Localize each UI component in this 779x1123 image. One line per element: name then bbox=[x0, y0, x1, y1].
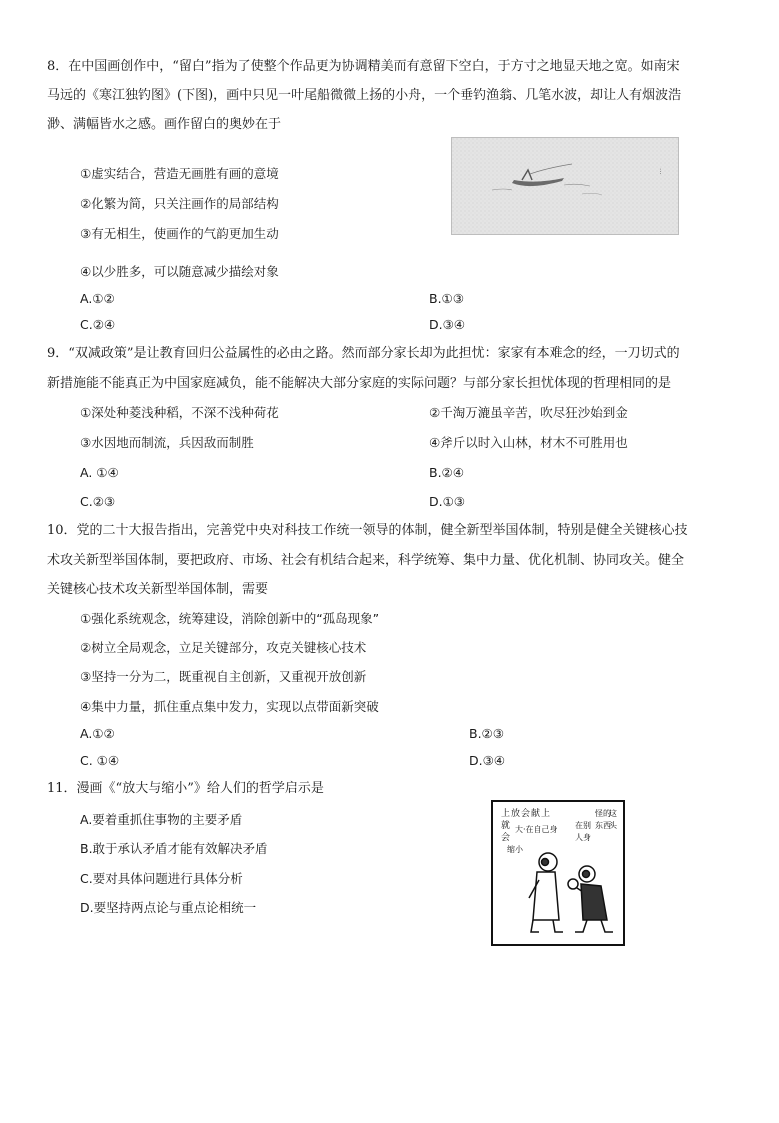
q8-choice-d[interactable]: D.③④ bbox=[429, 317, 466, 332]
q11-choice-d[interactable]: D.要坚持两点论与重点论相统一 bbox=[80, 900, 257, 915]
q8-stem-line-2: 马远的《寒江独钓图》(下图)，画中只见一叶尾船微微上扬的小舟，一个垂钓渔翁、几笔水波，却让人有烟波浩 bbox=[47, 88, 682, 103]
q10-choice-b[interactable]: B.②③ bbox=[469, 726, 504, 741]
q10-item-1: ①强化系统观念，统筹建设，消除创新中的“孤岛现象” bbox=[80, 611, 380, 626]
q10-stem-line-3: 关键核心技术攻关新型举国体制，需要 bbox=[47, 582, 269, 597]
q8-choice-a[interactable]: A.①② bbox=[80, 291, 115, 306]
q10-stem-line-2: 术攻关新型举国体制，要把政府、市场、社会有机结合起来，科学统筹、集中力量、优化机制、协同攻关。健全 bbox=[47, 553, 685, 568]
cartoon-text-15: 头 bbox=[609, 821, 617, 830]
cartoon-text-9: 缩小 bbox=[507, 845, 523, 854]
q9-item-2: ②千淘万漉虽辛苦，吹尽狂沙始到金 bbox=[429, 405, 628, 420]
cartoon-text-2: 就 bbox=[501, 821, 511, 831]
cartoon-text-8: 大·在自己身 bbox=[515, 825, 558, 834]
q10-choice-c[interactable]: C. ①④ bbox=[80, 753, 120, 768]
q10-choice-a[interactable]: A.①② bbox=[80, 726, 115, 741]
cartoon-text-5: 会 bbox=[521, 809, 531, 819]
q9-choice-d[interactable]: D.①③ bbox=[429, 494, 466, 509]
cartoon-text-4: 放 bbox=[511, 809, 521, 819]
q10-item-2: ②树立全局观念，立足关键部分，攻克关键核心技术 bbox=[80, 640, 367, 655]
q9-choice-a[interactable]: A. ①④ bbox=[80, 465, 119, 480]
svg-text:...: ... bbox=[658, 168, 666, 175]
cartoon-text-3: 会 bbox=[501, 833, 511, 843]
q8-choice-c[interactable]: C.②④ bbox=[80, 317, 116, 332]
cartoon-text-10: 在别 bbox=[575, 821, 591, 830]
q10-choice-d[interactable]: D.③④ bbox=[469, 753, 506, 768]
q9-item-3: ③水因地而制流，兵因敌而制胜 bbox=[80, 435, 254, 450]
q8-item-2: ②化繁为简，只关注画作的局部结构 bbox=[80, 196, 279, 211]
q9-choice-c[interactable]: C.②③ bbox=[80, 494, 116, 509]
cartoon-text-14: 这 bbox=[609, 809, 617, 818]
cartoon-text-1: 上 bbox=[501, 809, 511, 819]
cartoon-text-11: 人身 bbox=[575, 833, 591, 842]
painting-image bbox=[451, 137, 679, 235]
q11-choice-c[interactable]: C.要对具体问题进行具体分析 bbox=[80, 871, 243, 886]
q9-choice-b[interactable]: B.②④ bbox=[429, 465, 464, 480]
q9-stem-line-1: 9．“双减政策”是让教育回归公益属性的必由之路。然而部分家长却为此担忧：家家有本难念的经，一刀切式的 bbox=[47, 346, 680, 361]
q9-item-1: ①深处种菱浅种稻，不深不浅种荷花 bbox=[80, 405, 279, 420]
cartoon-text-12: 怪的 bbox=[595, 809, 611, 818]
cartoon-text-6: 献 bbox=[531, 809, 541, 819]
q8-item-1: ①虚实结合，营造无画胜有画的意境 bbox=[80, 166, 279, 181]
q11-choice-a[interactable]: A.要着重抓住事物的主要矛盾 bbox=[80, 812, 243, 827]
q10-item-4: ④集中力量，抓住重点集中发力，实现以点带面新突破 bbox=[80, 699, 379, 714]
q9-item-4: ④斧斤以时入山林，材木不可胜用也 bbox=[429, 435, 628, 450]
cartoon-text-13: 东西 bbox=[595, 821, 611, 830]
q9-stem-line-2: 新措施能不能真正为中国家庭减负，能不能解决大部分家庭的实际问题？与部分家长担忧体现的哲理相同的是 bbox=[47, 376, 672, 391]
cartoon-right-figure bbox=[568, 866, 613, 932]
cartoon-image bbox=[491, 800, 625, 946]
q8-item-3: ③有无相生，使画作的气韵更加生动 bbox=[80, 226, 279, 241]
q8-choice-b[interactable]: B.①③ bbox=[429, 291, 464, 306]
q10-item-3: ③坚持一分为二，既重视自主创新，又重视开放创新 bbox=[80, 669, 367, 684]
cartoon-text-7: 上 bbox=[541, 809, 551, 819]
q8-stem-line-1: 8．在中国画创作中，“留白”指为了使整个作品更为协调精美而有意留下空白，于方寸之地显天地之宽。如南宋 bbox=[47, 59, 680, 74]
cartoon-left-figure bbox=[529, 853, 563, 932]
q8-stem-line-3: 渺、满幅皆水之感。画作留白的奥妙在于 bbox=[47, 117, 282, 132]
q11-choice-b[interactable]: B.敢于承认矛盾才能有效解决矛盾 bbox=[80, 841, 268, 856]
q11-stem: 11．漫画《“放大与缩小”》给人们的哲学启示是 bbox=[47, 781, 324, 796]
q8-item-4: ④以少胜多，可以随意减少描绘对象 bbox=[80, 264, 279, 279]
q10-stem-line-1: 10．党的二十大报告指出，完善党中央对科技工作统一领导的体制，健全新型举国体制，特别是健全关键核心技 bbox=[47, 523, 688, 538]
